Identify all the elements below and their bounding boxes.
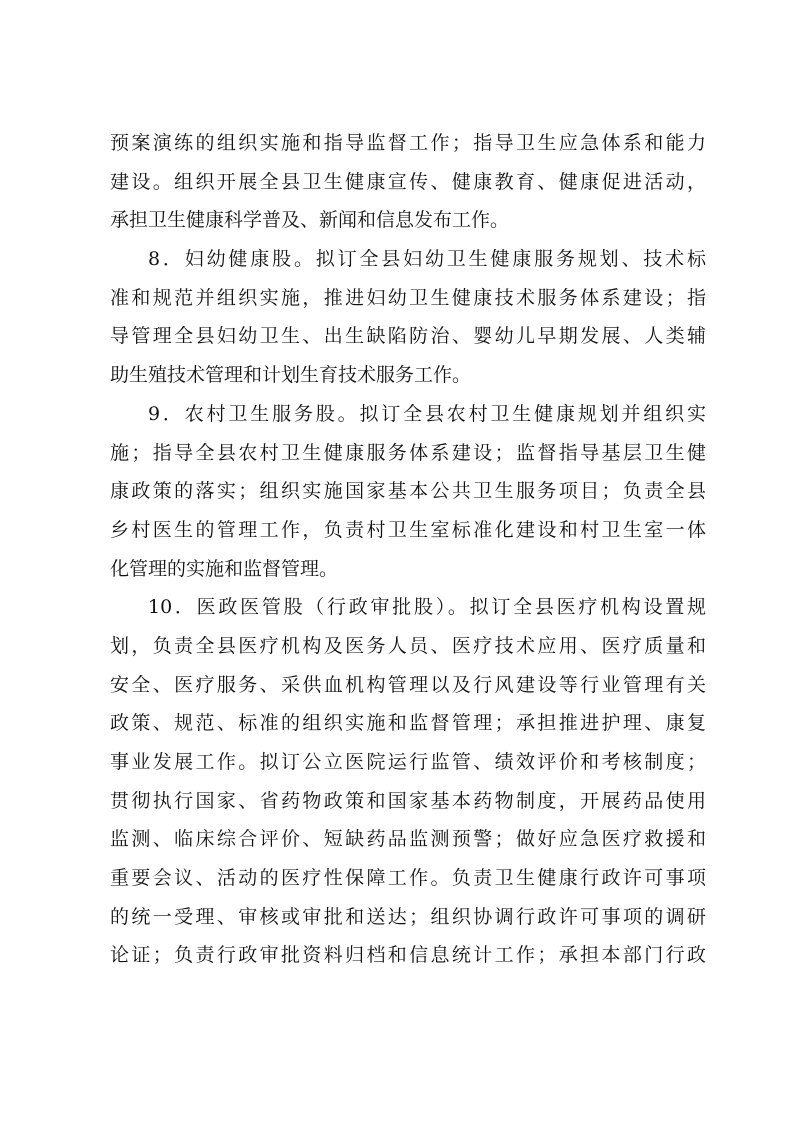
text-line: 施；指导全县农村卫生健康服务体系建设；监督指导基层卫生健 <box>110 441 706 464</box>
section-10-heading-line: 10．医政医管股（行政审批股）。拟订全县医疗机构设置规 <box>148 596 706 619</box>
text-line: 预案演练的组织实施和指导监督工作；指导卫生应急体系和能力 <box>110 132 706 154</box>
text-line: 导管理全县妇幼卫生、出生缺陷防治、婴幼儿早期发展、人类辅 <box>110 325 706 348</box>
text-line: 建设。组织开展全县卫生健康宣传、健康教育、健康促进活动， <box>110 170 706 193</box>
text-line: 事业发展工作。拟订公立医院运行监管、绩效评价和考核制度； <box>110 751 706 773</box>
text-line: 划，负责全县医疗机构及医务人员、医疗技术应用、医疗质量和 <box>110 634 706 657</box>
section-8-heading-line: 8．妇幼健康股。拟订全县妇幼卫生健康服务规划、技术标 <box>148 248 706 271</box>
section-9-heading-line: 9．农村卫生服务股。拟订全县农村卫生健康规划并组织实 <box>148 402 706 425</box>
text-line: 乡村医生的管理工作，负责村卫生室标准化建设和村卫生室一体 <box>110 518 706 541</box>
text-line: 化管理的实施和监督管理。 <box>110 557 339 580</box>
text-line: 助生殖技术管理和计划生育技术服务工作。 <box>110 364 472 387</box>
text-line: 论证；负责行政审批资料归档和信息统计工作；承担本部门行政 <box>110 944 706 967</box>
text-line: 准和规范并组织实施，推进妇幼卫生健康技术服务体系建设；指 <box>110 286 706 309</box>
text-line: 重要会议、活动的医疗性保障工作。负责卫生健康行政许可事项 <box>110 867 706 890</box>
text-line: 监测、临床综合评价、短缺药品监测预警；做好应急医疗救援和 <box>110 828 706 851</box>
text-line: 承担卫生健康科学普及、新闻和信息发布工作。 <box>110 209 510 232</box>
text-line: 贯彻执行国家、省药物政策和国家基本药物制度，开展药品使用 <box>110 789 706 812</box>
text-line: 康政策的落实；组织实施国家基本公共卫生服务项目；负责全县 <box>110 480 706 503</box>
text-line: 安全、医疗服务、采供血机构管理以及行风建设等行业管理有关 <box>110 673 706 696</box>
body-text <box>110 124 706 975</box>
text-line: 政策、规范、标准的组织实施和监督管理；承担推进护理、康复 <box>110 712 706 735</box>
text-line: 的统一受理、审核或审批和送达；组织协调行政许可事项的调研 <box>110 905 706 928</box>
